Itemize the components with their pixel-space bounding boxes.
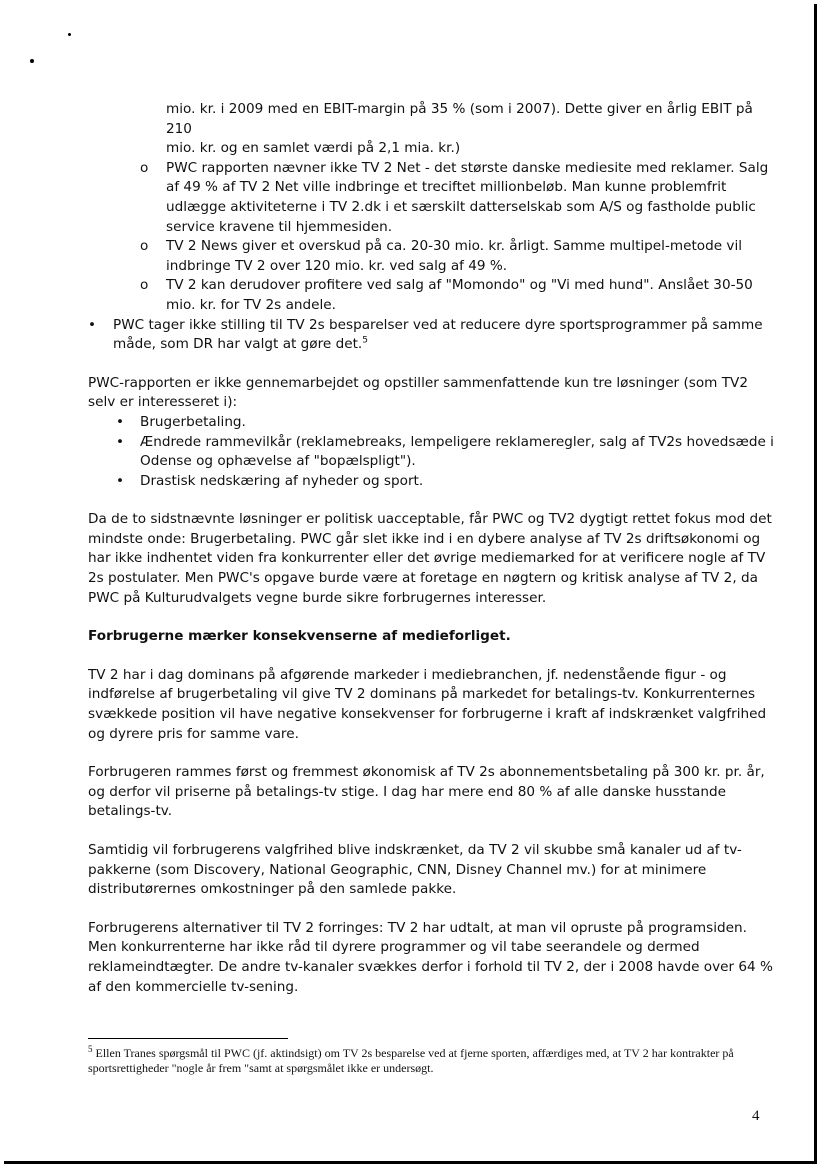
solutions-list xyxy=(88,413,778,491)
footnote-ref: 5 xyxy=(362,335,368,346)
bullet-marker: o xyxy=(140,277,149,294)
list-item xyxy=(88,237,778,276)
paragraph: Da de to sidstnævnte løsninger er politisk uacceptable, får PWC og TV2 dygtigt rettet fokus mod det mindste onde: Brugerbetaling. PWC går slet ikke ind i en dybere analyse af TV 2s driftsøkonomi og har ikke indhentet viden fra konkurrenter eller det øvrige mediemarked for at verificere nogle af TV 2s postulater. Men PWC's opgave burde være at foretage en nøgtern og kritisk analyse af TV 2, da PWC på Kulturudvalgets vegne burde sikre forbrugernes interesser. xyxy=(88,511,772,606)
bullet-marker: • xyxy=(88,316,97,333)
footnote xyxy=(88,1046,768,1076)
bullet-marker: o xyxy=(140,238,149,255)
footnote-divider xyxy=(88,1038,288,1039)
list-item-text: TV 2 News giver et overskud på ca. 20-30 mio. kr. årligt. Samme multipel-metode vil indbringe TV 2 over 120 mio. kr. ved salg af 49 %. xyxy=(166,238,743,274)
paragraph: TV 2 har i dag dominans på afgørende markeder i mediebranchen, jf. nedenstående figur - og indførelse af brugerbetaling vil give TV 2 dominans på markedet for betalings-tv. Konkurrenternes svækkede position vil have negative konsekvenser for forbrugerne i kraft af indskrænket valgfrihed og dyrere pris for samme vare. xyxy=(88,666,767,742)
bullet-marker: o xyxy=(140,159,149,176)
text-line: mio. kr. i 2009 med en EBIT-margin på 35 % (som i 2007). Dette giver en årlig EBIT på 210 xyxy=(166,101,753,137)
list-item-continuation xyxy=(88,100,778,159)
paragraph: Forbrugerens alternativer til TV 2 forringes: TV 2 har udtalt, at man vil opruste på programsiden. Men konkurrenterne har ikke råd til dyrere programmer og vil tabe seerandele og dermed reklameindtægter. De andre tv-kanaler svækkes derfor i forhold til TV 2, der i 2008 havde over 64 % af den kommercielle tv-sening. xyxy=(88,919,773,995)
sub-list xyxy=(88,100,778,316)
footnote-text: Ellen Tranes spørgsmål til PWC (jf. aktindsigt) om TV 2s besparelse ved at fjerne sporten, affærdiges med, at TV 2 har kontrakter på sportsrettigheder "nogle år frem "samt at spørgsmålet ikke er undersøgt. xyxy=(88,1046,734,1075)
list-item-text: Drastisk nedskæring af nyheder og sport. xyxy=(140,472,424,489)
list-item-text: TV 2 kan derudover profitere ved salg af "Momondo" og "Vi med hund". Anslået 30-50 mio. kr. for TV 2s andele. xyxy=(166,277,753,313)
list-item xyxy=(88,413,778,433)
paragraph: Samtidig vil forbrugerens valgfrihed blive indskrænket, da TV 2 vil skubbe små kanaler ud af tv-pakkerne (som Discovery, National Geographic, CNN, Disney Channel mv.) for at minimere distributørernes omkostninger på den samlede pakke. xyxy=(88,842,742,898)
list-item xyxy=(88,433,778,472)
bullet-list xyxy=(88,316,778,355)
list-item-text: Ændrede rammevilkår (reklamebreaks, lempeligere reklameregler, salg af TV2s hovedsæde i Odense og ophævelse af "bopælspligt"). xyxy=(140,433,774,470)
bullet-marker: • xyxy=(116,433,125,450)
paragraph: PWC-rapporten er ikke gennemarbejdet og opstiller sammenfattende kun tre løsninger (som TV2 selv er interesseret i): xyxy=(88,374,748,411)
text-line: mio. kr. og en samlet værdi på 2,1 mia. kr.) xyxy=(166,140,461,157)
list-item xyxy=(88,159,778,237)
list-item-text: PWC rapporten nævner ikke TV 2 Net - det største danske mediesite med reklamer. Salg af 49 % af TV 2 Net ville indbringe et treciftet millionbeløb. Man kunne problemfrit udlægge aktiviteterne i TV 2.dk i et særskilt datterselskab som A/S og fastholde public service kravene til hjemmesiden. xyxy=(166,159,769,235)
list-item xyxy=(88,316,778,355)
footnote-number: 5 xyxy=(88,1044,93,1054)
list-item-text: Brugerbetaling. xyxy=(140,413,246,430)
paragraph: Forbrugeren rammes først og fremmest økonomisk af TV 2s abonnementsbetaling på 300 kr. pr. år, og derfor vil priserne på betalings-tv stige. I dag har mere end 80 % af alle danske husstande betalings-tv. xyxy=(88,764,765,820)
list-item xyxy=(88,472,778,492)
list-item-text: PWC tager ikke stilling til TV 2s besparelser ved at reducere dyre sportsprogrammer på samme måde, som DR har valgt at gøre det. xyxy=(113,316,763,353)
page-number: 4 xyxy=(752,1108,760,1124)
bullet-marker: • xyxy=(116,472,125,489)
page-content xyxy=(88,100,778,997)
scan-speck xyxy=(30,59,34,63)
bullet-marker: • xyxy=(116,413,125,430)
scan-speck xyxy=(68,33,71,36)
section-heading: Forbrugerne mærker konsekvenserne af medieforliget. xyxy=(88,628,511,645)
list-item xyxy=(88,276,778,315)
